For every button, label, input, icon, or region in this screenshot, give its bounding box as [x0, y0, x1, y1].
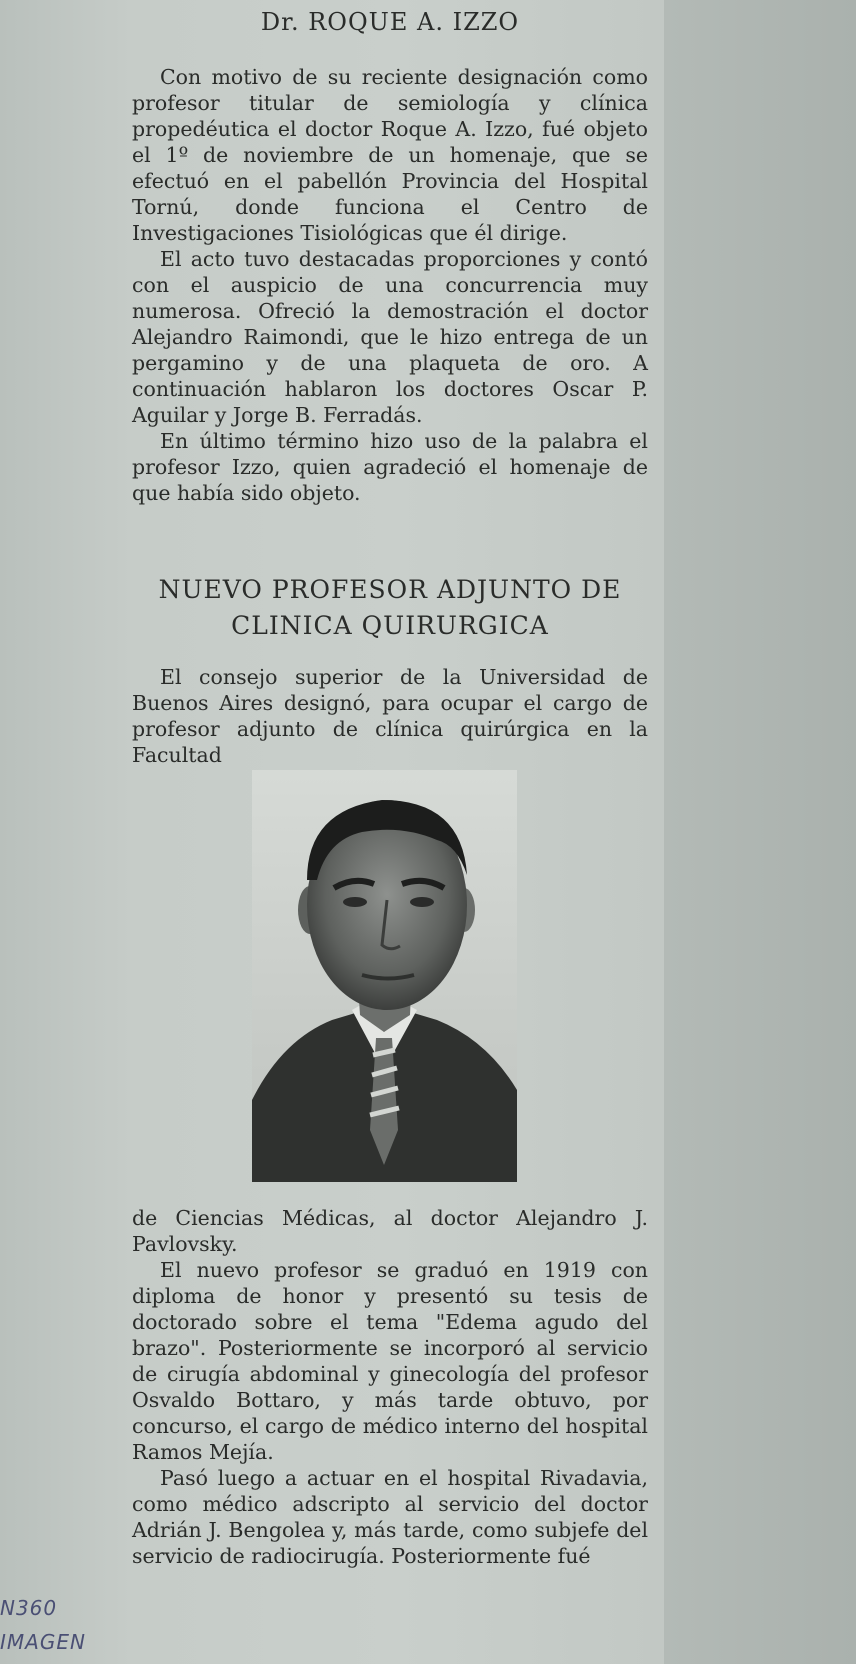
portrait-photo	[252, 770, 517, 1182]
paragraph: Con motivo de su reciente designación como profesor titular de semiología y clínica propedéutica el doctor Roque A. Izzo, fué objeto el 1º de noviembre de un homenaje, que se efectuó en el pabellón Provincia del Hospital Tornú, donde funciona el Centro de Investigaciones Tisiológicas que él dirige.	[132, 65, 648, 245]
article-body-izzo	[132, 64, 648, 506]
page-margin	[664, 0, 856, 1664]
paragraph: En último término hizo uso de la palabra el profesor Izzo, quien agradeció el homenaje de que había sido objeto.	[132, 429, 648, 505]
margin-stamp-label: IMAGEN	[0, 1630, 86, 1654]
portrait-icon	[252, 770, 517, 1182]
margin-stamp-number: N360	[0, 1596, 58, 1620]
article-title-profesor-adjunto	[132, 572, 648, 644]
paragraph: El acto tuvo destacadas proporciones y contó con el auspicio de una concurrencia muy numerosa. Ofreció la demostración el doctor Alejandro Raimondi, que le hizo entrega de un pergamino y de una plaqueta de oro. A continuación hablaron los doctores Oscar P. Aguilar y Jorge B. Ferradás.	[132, 247, 648, 427]
title-line: CLINICA QUIRURGICA	[231, 611, 549, 640]
paragraph: de Ciencias Médicas, al doctor Alejandro J. Pavlovsky.	[132, 1206, 648, 1256]
article-body-intro	[132, 664, 648, 768]
article-body-pavlovsky	[132, 1205, 648, 1569]
paragraph: El consejo superior de la Universidad de Buenos Aires designó, para ocupar el cargo de profesor adjunto de clínica quirúrgica en la Facultad	[132, 665, 648, 767]
paragraph: El nuevo profesor se graduó en 1919 con diploma de honor y presentó su tesis de doctorado sobre el tema "Edema agudo del brazo". Posteriormente se incorporó al servicio de cirugía abdominal y ginecología del profesor Osvaldo Bottaro, y más tarde obtuvo, por concurso, el cargo de médico interno del hospital Ramos Mejía.	[132, 1258, 648, 1464]
article-title-izzo: Dr. ROQUE A. IZZO	[260, 8, 520, 36]
title-line: NUEVO PROFESOR ADJUNTO DE	[158, 575, 622, 604]
paragraph: Pasó luego a actuar en el hospital Rivadavia, como médico adscripto al servicio del doctor Adrián J. Bengolea y, más tarde, como subjefe del servicio de radiocirugía. Posteriormente fué	[132, 1466, 648, 1568]
